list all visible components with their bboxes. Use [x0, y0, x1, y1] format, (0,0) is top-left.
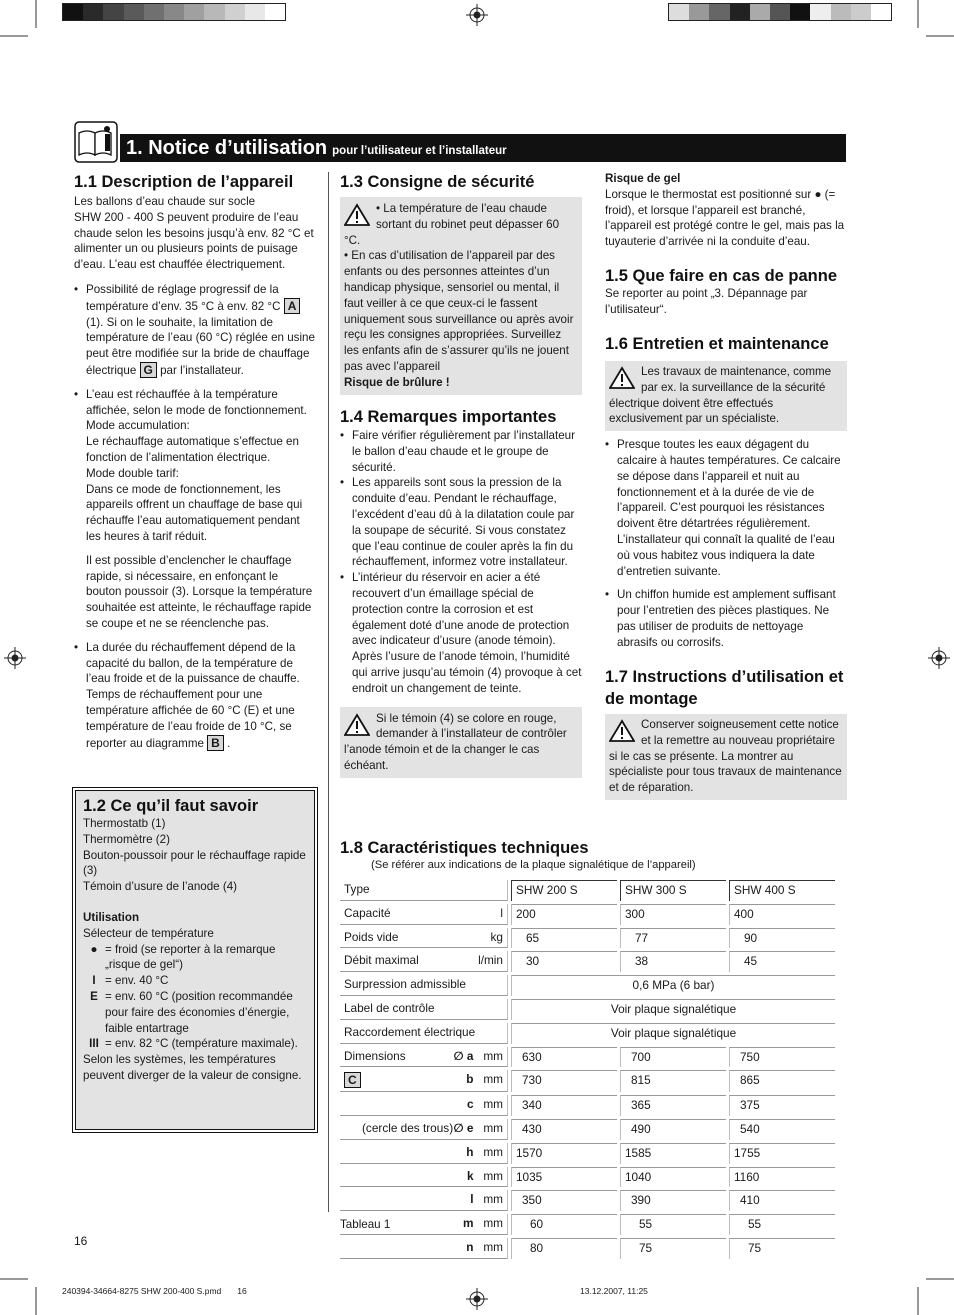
table-row: Surpression admissible 0,6 MPa (6 bar): [340, 975, 835, 996]
remarks-list: [340, 428, 582, 697]
registration-mark-left: [4, 647, 26, 669]
table-row: n mm 80 75 75: [340, 1238, 835, 1259]
table-row: Débit maximal l/min 30 38 45: [340, 951, 835, 972]
section-heading: 1.5 Que faire en cas de panne: [605, 267, 838, 285]
section-1-8: [340, 838, 850, 874]
warning-icon: [344, 713, 370, 737]
frost-risk: Risque de gel Lorsque le thermostat est positionné sur ● (= froid), et lorsque l’appareil est branché, l’appareil est protégé contre le gel, mais pas la tuyauterie d’arrivée ni la conduite d’eau.: [605, 171, 847, 250]
section-heading: 1.6 Entretien et maintenance: [605, 335, 829, 353]
feature-list: [74, 282, 316, 751]
label-box: B: [207, 735, 224, 751]
section-1-1: [74, 172, 316, 759]
registration-mark-right: [928, 647, 950, 669]
table-row: m mm 60 55 55: [340, 1214, 835, 1235]
color-bar-left: [62, 3, 286, 21]
list-item: • La durée du réchauffement dépend de la capacité du ballon, de la température de l’eau froide et de la puissance de chauffe. Temps de réchauffement pour une température affichée de 60 °C (E) et une température de l’eau froide de 10 °C, se reporter au diagramme B .: [74, 640, 316, 752]
crop-mark-bl: [0, 1275, 40, 1315]
page-title: 1. Notice d’utilisation: [126, 137, 328, 159]
safety-warning-box: • La température de l’eau chaude sortant du robinet peut dépasser 60 °C. • En cas d’utilisation de l’appareil par des enfants ou des personnes atteintes d’un handicap physique, sensoriel ou mental, il faut veiller à ce que ceux-ci le fassent uniquement sous surveillance ou après avoir reçu les consignes appropriées. Surveillez les enfants afin de s’assurer qu’ils ne jouent pas avec l’appareil Risque de brûlure !: [340, 197, 582, 395]
list-item: • Les appareils sont sous la pression de la conduite d’eau. Pendant le réchauffage, l’excédent d’eau dû à la dilatation coule par la soupape de sécurité. Si vous constatez que l’eau continue de couler après la fin du réchauffement, informez votre installateur.: [340, 475, 582, 570]
tech-table: [337, 877, 838, 1262]
list-item: • Un chiffon humide est amplement suffisant pour l’entretien des pièces plastiques. Ne pas utiliser de produits de nettoyage abrasifs ou corrosifs.: [605, 587, 847, 650]
table-row: k mm 1035 1040 1160: [340, 1167, 835, 1188]
section-1-2-box: 1.2 Ce qu’il faut savoir Thermostatb (1) Thermomètre (2) Bouton-poussoir pour le réchauffage rapide (3) Témoin d’usure de l’anode (4) Utilisation Sélecteur de température ● = froid (se reporter à la remarque „risque de gel“) I = env. 40 °C E = env. 60 °C (position recommandée pour faire des économies d’énergie, faible entartrage III = env. 82 °C (température maximale). Selon les systèmes, les températures peuvent diverger de la valeur de consigne.: [75, 790, 315, 1130]
section-1-4: [340, 407, 582, 778]
footer-date: 13.12.2007, 11:25: [580, 1286, 648, 1296]
crop-mark-br: [914, 1275, 954, 1315]
list-item: • Possibilité de réglage progressif de la température d’env. 35 °C à env. 82 °C A (1). Si on le souhaite, la limitation de température de l’eau (60 °C) réglée en usine peut être modifiée sur la bride de chauffage électrique G par l’installateur.: [74, 282, 316, 379]
section-heading: 1.7 Instructions d’utilisation et de montage: [605, 668, 844, 708]
table-row: Dimensions ∅ a mm 630 700 750: [340, 1047, 835, 1068]
page-number: 16: [74, 1234, 88, 1248]
section-heading: 1.2 Ce qu’il faut savoir: [83, 797, 259, 815]
header-bar: [120, 134, 846, 162]
section-1-7: [605, 666, 847, 800]
maintenance-list: [605, 437, 847, 650]
registration-mark-bottom: [466, 1288, 488, 1310]
label-box: G: [140, 362, 157, 378]
section-heading: 1.3 Consigne de sécurité: [340, 173, 535, 191]
registration-mark-top: [466, 4, 488, 26]
maintenance-warning-box: Les travaux de maintenance, comme par ex. la surveillance de la sécurité électrique doivent être effectués exclusivement par un spécialiste.: [605, 361, 847, 431]
section-heading: 1.4 Remarques importantes: [340, 408, 557, 426]
footer-file: 240394-34664-8275 SHW 200-400 S.pmd 16: [62, 1286, 247, 1296]
label-box: A: [284, 298, 301, 314]
table-caption: Tableau 1: [340, 1218, 391, 1231]
section-1-3: [340, 172, 582, 395]
table-header-row: Type SHW 200 S SHW 300 S SHW 400 S: [340, 880, 835, 901]
control-list: Thermostatb (1) Thermomètre (2) Bouton-poussoir pour le réchauffage rapide (3) Témoin d’usure de l’anode (4): [83, 817, 306, 894]
section-1-5: 1.5 Que faire en cas de panne Se reporter au point „3. Dépannage par l’utilisateur“.: [605, 266, 847, 318]
column-divider: [328, 172, 329, 1212]
color-bar-right: [668, 3, 892, 21]
section-heading: 1.8 Caractéristiques techniques: [340, 839, 589, 857]
section-heading: 1.1 Description de l’appareil: [74, 173, 294, 191]
list-item: • L’eau est réchauffée à la température affichée, selon le mode de fonctionnement. Mode accumulation: Le réchauffage automatique s’effectue en fonction de l’alimentation électrique. Mode double tarif: Dans ce mode de fonctionnement, les appareils offrent un chauffage de base qui réchauffe l’eau automatiquement pendant les heures à tarif réduit. Il est possible d’enclencher le chauffage rapide, si nécessaire, en enfonçant le bouton poussoir (3). Lorsque la température souhaitée est atteinte, le réchauffage rapide se coupe et ne se réenclenche pas.: [74, 387, 316, 632]
warning-icon: [344, 203, 370, 227]
table-row: Raccordement électrique Voir plaque signalétique: [340, 1023, 835, 1044]
crop-mark-tr: [914, 0, 954, 40]
instructions-warning-box: Conserver soigneusement cette notice et la remettre au nouveau propriétaire si le cas se présente. La montrer au spécialiste pour tous travaux de maintenance et de réparation.: [605, 714, 847, 800]
usage-title: Utilisation: [83, 910, 140, 924]
table-row: c mm 340 365 375: [340, 1095, 835, 1116]
warning-icon: [609, 719, 635, 743]
section-1-6: [605, 334, 847, 659]
table-row: l mm 350 390 410: [340, 1190, 835, 1211]
label-box: C: [344, 1072, 361, 1088]
crop-mark-tl: [0, 0, 40, 40]
table-row: h mm 1570 1585 1755: [340, 1143, 835, 1164]
list-item: • L’intérieur du réservoir en acier a été recouvert d’un émaillage spécial de protection contre la corrosion et est également doté d’une anode de protection avec indicateur d’usure (anode témoin). Après l’usure de l’anode témoin, l’humidité qui arrive jusqu’au témoin (4) provoque à cet endroit un changement de teinte.: [340, 570, 582, 696]
warning-icon: [609, 366, 635, 390]
table-row: C b mm 730 815 865: [340, 1070, 835, 1092]
intro-text: Les ballons d’eau chaude sur socle SHW 200 - 400 S peuvent produire de l’eau chaude selon les besoins jusqu’à env. 82 °C et alimenter un ou plusieurs points de puisage d’eau. L’eau est chauffée électriquement.: [74, 195, 314, 272]
selector-table: ● = froid (se reporter à la remarque „risque de gel“) I = env. 40 °C E = env. 60 °C (position recommandée pour faire des économies d’énergie, faible entartrage III = env. 82 °C (température maximale).: [89, 942, 298, 1051]
list-item: • Faire vérifier régulièrement par l’installateur le ballon d’eau chaude et le groupe de sécurité.: [340, 428, 582, 475]
section-subtitle: (Se référer aux indications de la plaque signalétique de l’appareil): [371, 859, 696, 871]
table-row: Capacité l 200 300 400: [340, 904, 835, 925]
table-row: Poids vide kg 65 77 90: [340, 928, 835, 949]
table-row: (cercle des trous) ∅ e mm 430 490 540: [340, 1119, 835, 1140]
book-info-icon: [74, 121, 118, 163]
anode-warning-box: Si le témoin (4) se colore en rouge, demander à l’installateur de contrôler l’anode témoin et de la changer le cas échéant.: [340, 707, 582, 778]
list-item: • Presque toutes les eaux dégagent du calcaire à hautes températures. Ce calcaire se dépose dans l’appareil et nuit au fonctionnement et à la durée de vie de l’appareil. C’est pourquoi les résistances doivent être détartrées régulièrement. L’installateur qui connaît la qualité de l’eau où vous habitez vous indiquera la date d’entretien suivante.: [605, 437, 847, 579]
frost-title: Risque de gel: [605, 172, 681, 185]
table-row: Label de contrôle Voir plaque signalétique: [340, 999, 835, 1020]
page-subtitle: pour l’utilisateur et l’installateur: [332, 145, 507, 157]
